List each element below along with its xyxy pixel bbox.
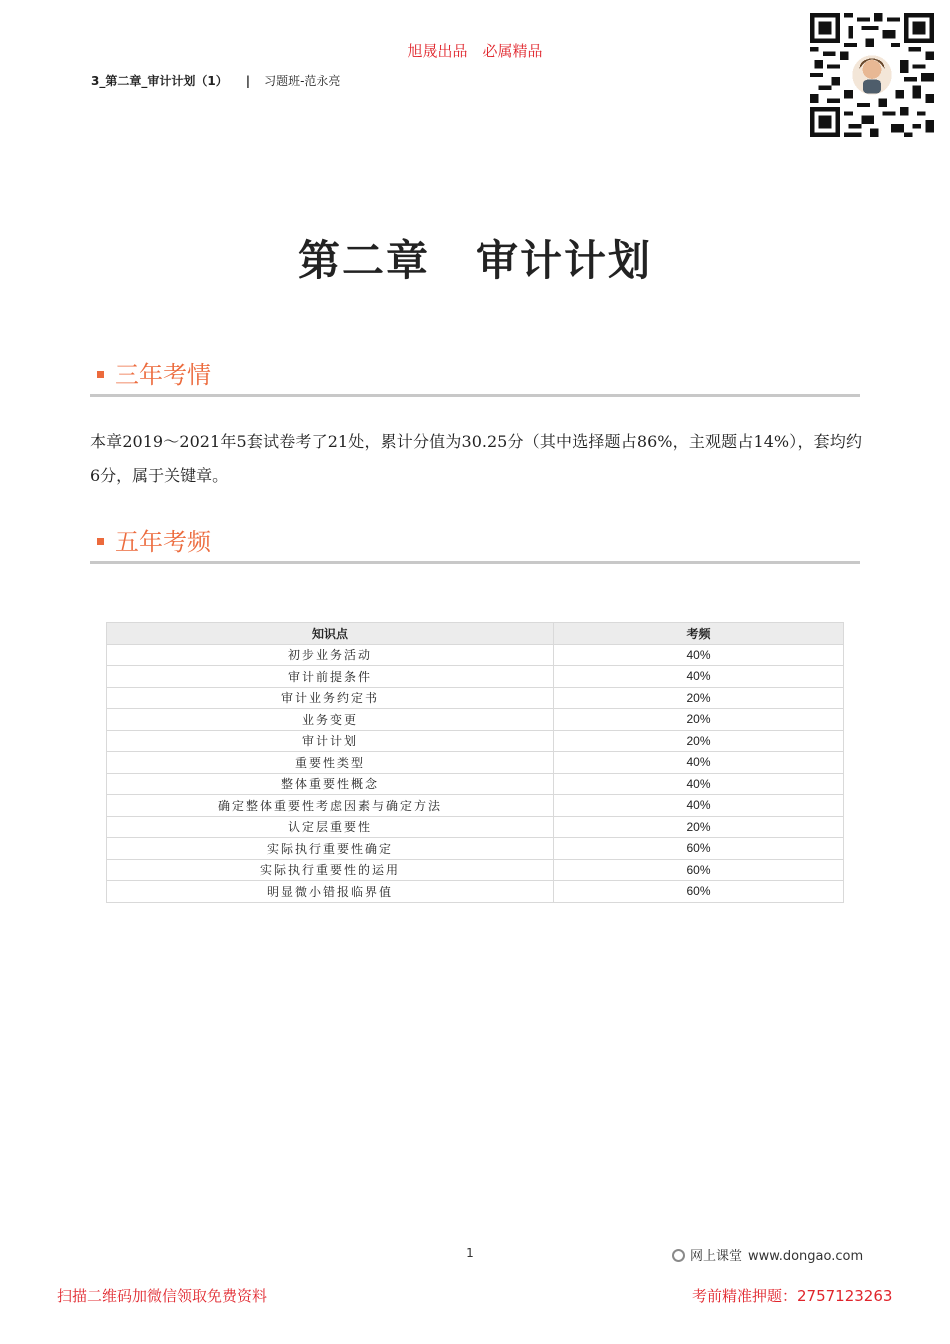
table-row — [107, 838, 844, 860]
topic-cell: 整体重要性概念 — [107, 773, 554, 795]
table-row — [107, 881, 844, 903]
section-heading-exam-frequency — [97, 522, 211, 557]
frequency-cell: 20% — [554, 730, 844, 752]
column-header-topic: 知识点 — [107, 623, 554, 645]
table-row — [107, 752, 844, 774]
frequency-cell: 40% — [554, 752, 844, 774]
section-heading-text: 五年考频 — [115, 528, 211, 556]
header-divider: | — [245, 74, 251, 88]
table-row — [107, 687, 844, 709]
table-row — [107, 795, 844, 817]
frequency-cell: 20% — [554, 709, 844, 731]
brand-slogan: 旭晟出品 必属精品 — [407, 42, 543, 60]
site-name: 网上课堂 — [690, 1249, 743, 1264]
lesson-title: 3_第二章_审计计划（1） — [91, 74, 228, 88]
topic-cell: 认定层重要性 — [107, 816, 554, 838]
table-row — [107, 730, 844, 752]
site-url: www.dongao.com — [748, 1249, 864, 1264]
frequency-cell: 40% — [554, 644, 844, 666]
table-row — [107, 773, 844, 795]
table-row — [107, 859, 844, 881]
section-heading-text: 三年考情 — [115, 361, 211, 389]
exam-tips-promo: 考前精准押题：2757123263 — [692, 1287, 893, 1305]
topic-cell: 确定整体重要性考虑因素与确定方法 — [107, 795, 554, 817]
square-bullet-icon — [97, 371, 104, 378]
column-header-frequency: 考频 — [554, 623, 844, 645]
frequency-cell: 60% — [554, 859, 844, 881]
exam-summary-paragraph: 本章2019～2021年5套试卷考了21处，累计分值为30.25分（其中选择题占86%，主观题占14%），套均约6分，属于关键章。 — [90, 432, 862, 485]
chapter-title — [0, 228, 950, 288]
square-bullet-icon — [97, 538, 104, 545]
page-number: 1 — [466, 1246, 474, 1260]
topic-cell: 业务变更 — [107, 709, 554, 731]
course-header — [91, 72, 340, 89]
class-name: 习题班-范永亮 — [264, 74, 341, 88]
table-row — [107, 644, 844, 666]
topic-cell: 明显微小错报临界值 — [107, 881, 554, 903]
section-divider — [90, 394, 860, 397]
table-header-row — [107, 623, 844, 645]
frequency-cell: 40% — [554, 773, 844, 795]
topic-cell: 实际执行重要性的运用 — [107, 859, 554, 881]
section-heading-exam-situation — [97, 355, 211, 390]
section-divider — [90, 561, 860, 564]
frequency-cell: 40% — [554, 666, 844, 688]
topic-cell: 初步业务活动 — [107, 644, 554, 666]
topic-cell: 审计业务约定书 — [107, 687, 554, 709]
frequency-cell: 20% — [554, 687, 844, 709]
chapter-name: 审计计划 — [476, 236, 653, 285]
site-branding — [672, 1245, 863, 1264]
frequency-cell: 60% — [554, 881, 844, 903]
dongao-logo-icon — [672, 1249, 685, 1262]
topic-cell: 审计计划 — [107, 730, 554, 752]
qr-code-icon — [808, 13, 936, 137]
table-row — [107, 816, 844, 838]
topic-cell: 重要性类型 — [107, 752, 554, 774]
free-materials-promo: 扫描二维码加微信领取免费资料 — [57, 1287, 268, 1305]
frequency-cell: 60% — [554, 838, 844, 860]
chapter-number: 第二章 — [297, 236, 430, 285]
frequency-cell: 40% — [554, 795, 844, 817]
table-row — [107, 709, 844, 731]
frequency-table — [106, 622, 844, 903]
frequency-cell: 20% — [554, 816, 844, 838]
topic-cell: 审计前提条件 — [107, 666, 554, 688]
topic-cell: 实际执行重要性确定 — [107, 838, 554, 860]
table-row — [107, 666, 844, 688]
